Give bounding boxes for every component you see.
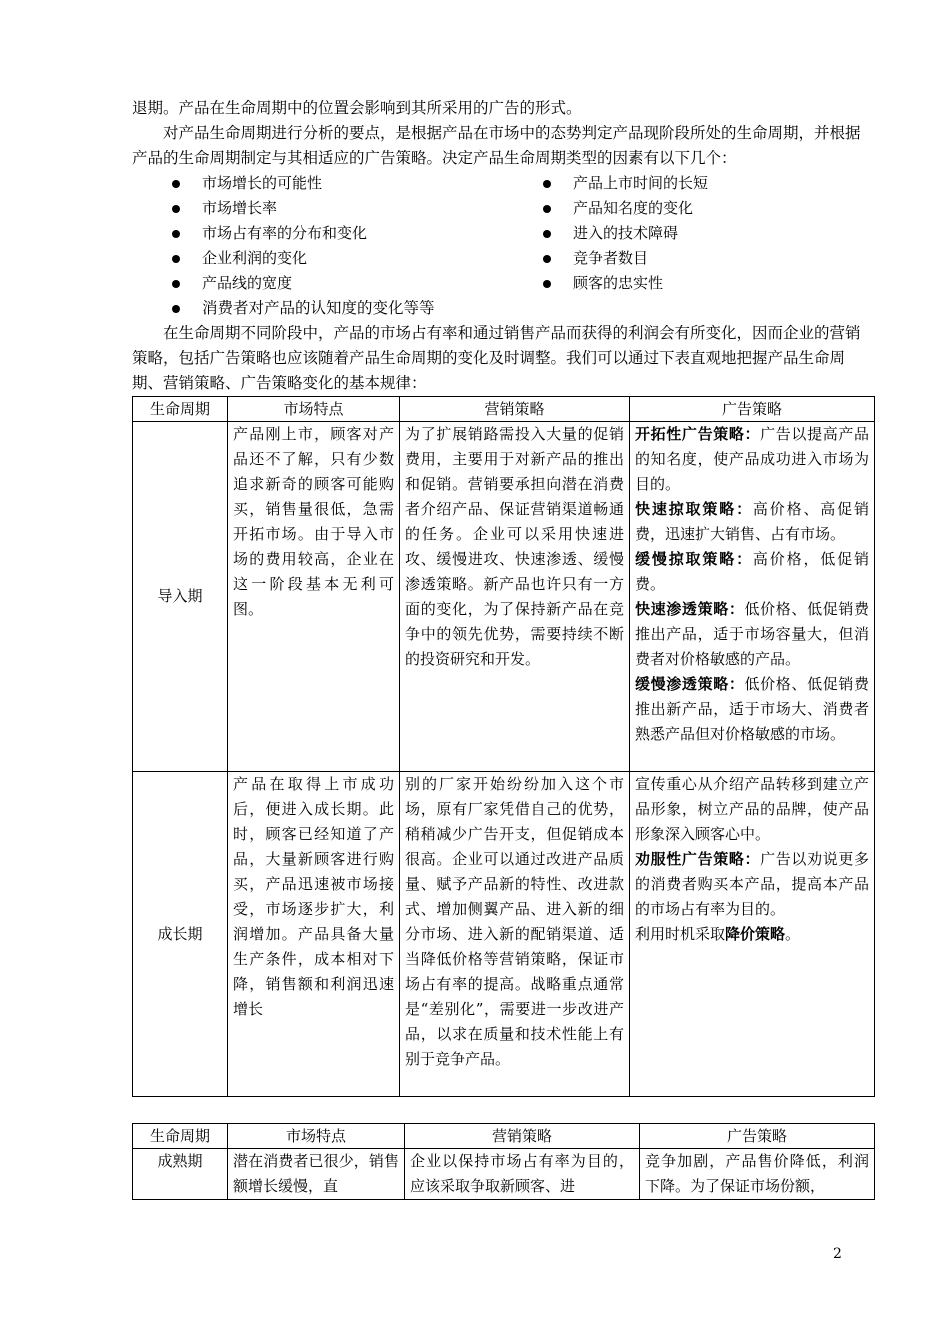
market-cell: 潜在消费者已很少，销售额增长缓慢，直 [228,1149,405,1200]
factor-item: 进入的技术障碍 [543,221,678,246]
ad-strategy-item: 劝服性广告策略：广告以劝说更多的消费者购买本产品，提高本产品的市场占有率为目的。 [635,850,869,918]
intro-paragraph: 对产品生命周期进行分析的要点，是根据产品在市场中的态势判定产品现阶段所处的生命周期，并根据产品的生命周期制定与其相适应的广告策略。决定产品生命周期类型的因素有以下几个： [132,124,861,167]
ad-strategy-cell [630,772,875,1097]
document-page [132,96,874,1200]
ad-strategy-item: 缓慢掠取策略：高价格，低促销费。 [635,550,869,593]
stage-cell: 成长期 [133,772,228,1097]
marketing-cell: 别的厂家开始纷纷加入这个市场，原有厂家凭借自己的优势，稍稍减少广告开支，但促销成本很高。企业可以通过改进产品质量、赋予产品新的特性、改进款式、增加侧翼产品、进入新的细分市场、进入新的配销渠道、适当降低价格等营销策略，保证市场占有率的提高。战略重点通常是“差别化”，需要进一步改进产品，以求在质量和技术性能上有别于竞争产品。 [400,772,630,1097]
ad-strategy-item: 快速渗透策略：低价格、低促销费推出产品，适于市场容量大，但消费者对价格敏感的产品。 [635,600,869,668]
bullet-icon [172,180,180,188]
market-cell: 产品在取得上市成功后，便进入成长期。此时，顾客已经知道了产品，大量新顾客进行购买，产品迅速被市场接受，市场逐步扩大，利润增加。产品具备大量生产条件，成本相对下降，销售额和利润迅速增长 [228,772,400,1097]
bullet-icon [543,205,551,213]
factor-item: 竞争者数目 [543,246,648,271]
ad-strategy-item: 缓慢渗透策略：低价格、低促销费推出新产品，适于市场大、消费者熟悉产品但对价格敏感的市场。 [635,675,869,743]
factor-item: 产品上市时间的长短 [543,171,708,196]
ad-strategy-item: 开拓性广告策略：广告以提高产品的知名度，使产品成功进入市场为目的。 [635,425,869,493]
table-header-row [133,1124,875,1149]
bullet-icon [543,280,551,288]
column-header: 广告策略 [630,397,875,422]
ad-strategy-item: 宣传重心从介绍产品转移到建立产品形象，树立产品的品牌，使产品形象深入顾客心中。 [635,775,869,843]
factor-item: 企业利润的变化 [172,246,307,271]
factor-item: 市场增长率 [172,196,277,221]
market-cell: 产品刚上市，顾客对产品还不了解，只有少数追求新奇的顾客可能购买，销售量很低，急需开拓市场。由于导入市场的费用较高，企业在这一阶段基本无利可图。 [228,422,400,772]
factor-item: 市场占有率的分布和变化 [172,221,367,246]
stage-cell: 导入期 [133,422,228,772]
column-header: 生命周期 [133,397,228,422]
bullet-icon [543,180,551,188]
table-intro-paragraph: 在生命周期不同阶段中，产品的市场占有率和通过销售产品而获得的利润会有所变化，因而企业的营销策略，包括广告策略也应该随着产品生命周期的变化及时调整。我们可以通过下表直观地把握产品生命周期、营销策略、广告策略变化的基本规律： [132,324,861,392]
stage-cell: 成熟期 [133,1149,228,1200]
factor-item: 消费者对产品的认知度的变化等等 [172,296,435,321]
table-row [133,1149,875,1200]
ad-strategy-item: 利用时机采取降价策略。 [635,925,801,943]
page-number: 2 [833,1246,842,1262]
bullet-icon [172,255,180,263]
column-header: 营销策略 [400,397,630,422]
table-row [133,422,875,772]
intro-line: 退期。产品在生命周期中的位置会影响到其所采用的广告的形式。 [132,99,582,117]
factor-list [132,171,874,321]
column-header: 市场特点 [228,1124,405,1149]
ad-strategy-cell [630,422,875,772]
bullet-icon [172,230,180,238]
bullet-icon [172,280,180,288]
lifecycle-table [132,396,875,1097]
bullet-icon [172,305,180,313]
marketing-cell: 为了扩展销路需投入大量的促销费用，主要用于对新产品的推出和促销。营销要承担向潜在消费者介绍产品、保证营销渠道畅通的任务。企业可以采用快速进攻、缓慢进攻、快速渗透、缓慢渗透策略。新产品也许只有一方面的变化，为了保持新产品在竞争中的领先优势，需要持续不断的投资研究和开发。 [400,422,630,772]
column-header: 市场特点 [228,397,400,422]
column-header: 广告策略 [640,1124,875,1149]
bullet-icon [543,255,551,263]
factor-item: 顾客的忠实性 [543,271,663,296]
bullet-icon [543,230,551,238]
bullet-icon [172,205,180,213]
factor-item: 产品知名度的变化 [543,196,693,221]
marketing-cell: 企业以保持市场占有率为目的，应该采取争取新顾客、进 [405,1149,640,1200]
column-header: 营销策略 [405,1124,640,1149]
factor-item: 市场增长的可能性 [172,171,322,196]
ad-strategy-item: 快速掠取策略：高价格、高促销费，迅速扩大销售、占有市场。 [635,500,869,543]
table-row [133,772,875,1097]
ad-strategy-cell: 竞争加剧，产品售价降低，利润下降。为了保证市场份额， [640,1149,875,1200]
column-header: 生命周期 [133,1124,228,1149]
lifecycle-table-continued [132,1123,875,1200]
factor-item: 产品线的宽度 [172,271,292,296]
table-header-row [133,397,875,422]
